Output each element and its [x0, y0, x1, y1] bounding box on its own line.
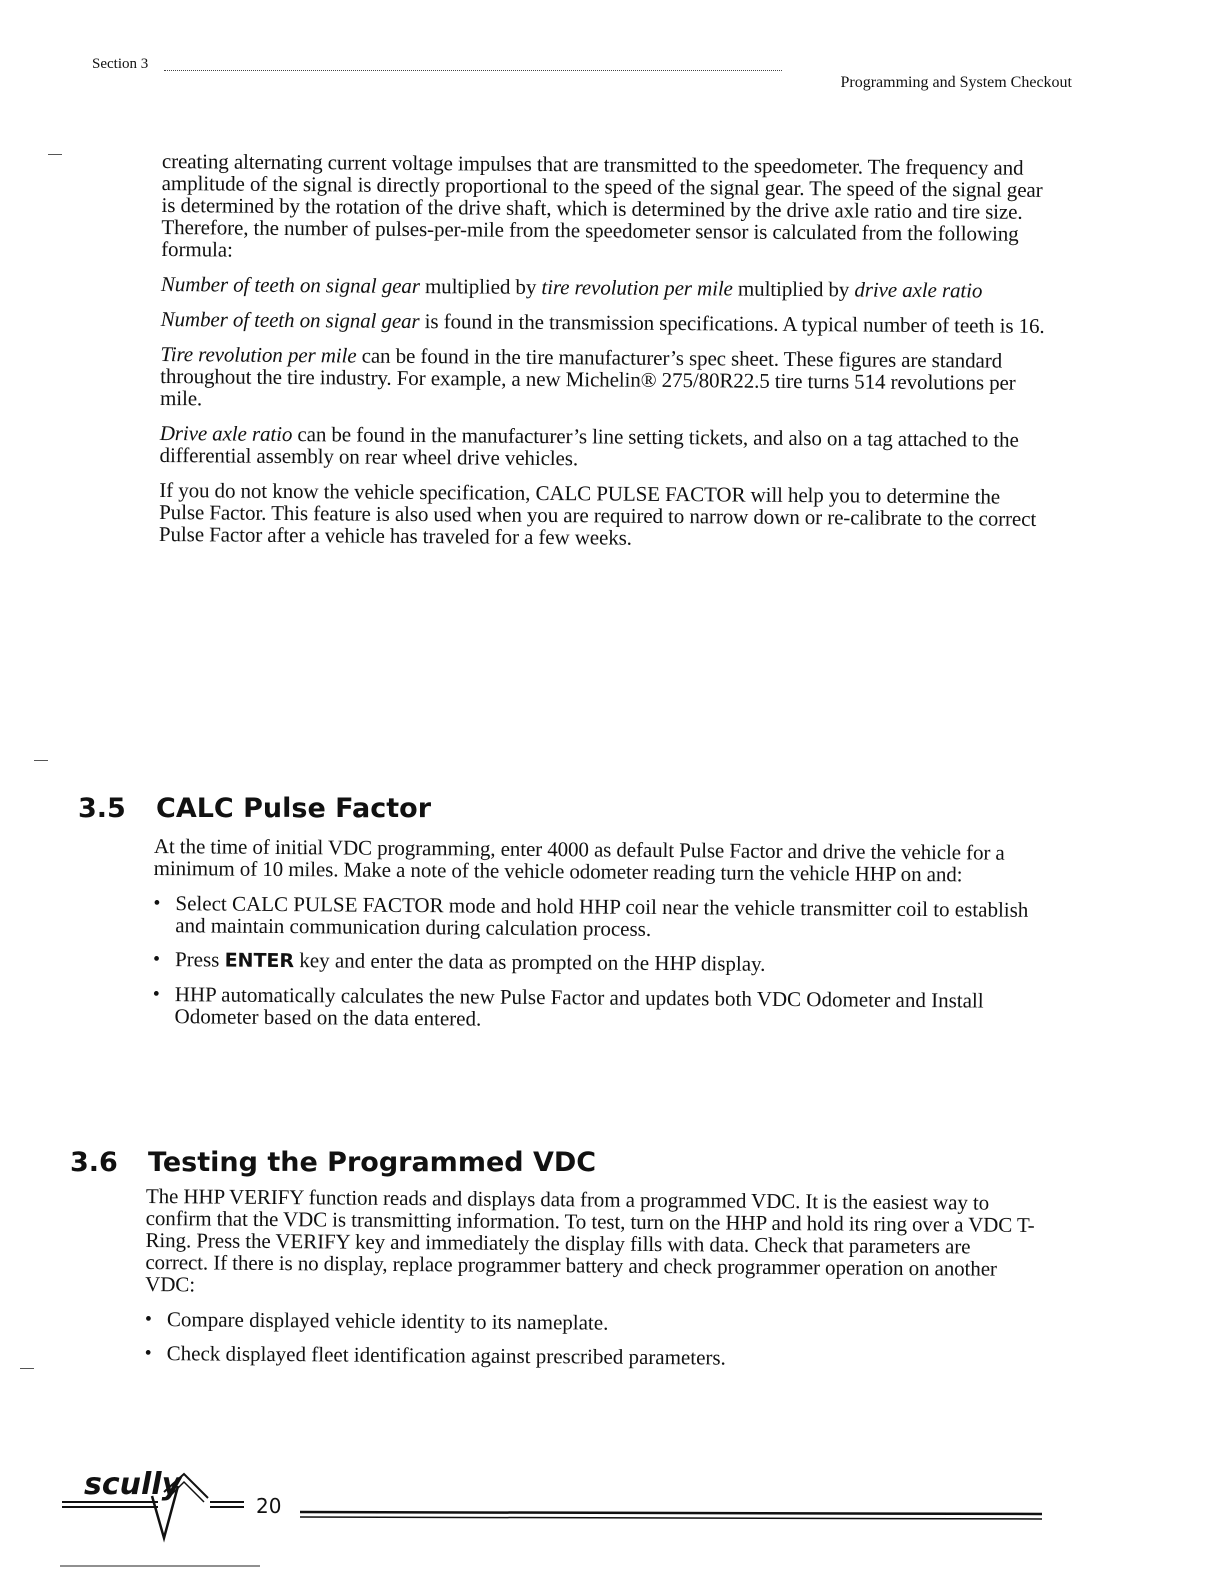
list-item-text: HHP automatically calculates the new Pulse Factor and updates both VDC Odometer and Install Odometer based on the data entered.	[174, 982, 984, 1031]
term-axle: Drive axle ratio	[159, 420, 293, 447]
section-number: 3.6	[70, 1147, 118, 1178]
list-item-text: key and enter the data as prompted on the HHP display.	[293, 948, 766, 976]
list-item	[152, 983, 1042, 1034]
margin-mark	[20, 1368, 34, 1369]
section-intro: At the time of initial VDC programming, enter 4000 as default Pulse Factor and drive the vehicle for a minimum of 10 miles. Make a note of the vehicle odometer reading turn the vehicle HHP on and:	[153, 834, 1005, 887]
section-heading-3-5	[78, 793, 431, 824]
section-intro: The HHP VERIFY function reads and displays data from a programmed VDC. It is the easiest way to confirm that the VDC is transmitting information. To test, turn on the HHP and hold its ring over a VDC T-Ring. Press the VERIFY key and immediately the display fills with data. Check that parameters are correct. If there is no display, replace programmer battery and check programmer operation on another VDC:	[145, 1184, 1035, 1297]
list-item-text: Select CALC PULSE FACTOR mode and hold HHP coil near the vehicle transmitter coil to establish and maintain communication during calculation process.	[175, 891, 1029, 941]
page-header	[92, 54, 1072, 94]
bullet-icon: •	[144, 1341, 152, 1365]
term-teeth: Number of teeth on signal gear	[160, 306, 420, 334]
formula-operator: multiplied by	[419, 274, 542, 299]
footer-rule-line	[300, 1512, 1042, 1514]
bullet-icon: •	[152, 947, 161, 971]
formula-term-axle: drive axle ratio	[854, 277, 983, 303]
logo-text: scully	[84, 1467, 182, 1502]
scully-logo	[60, 1462, 260, 1572]
paragraph-text: is found in the transmission specifications. A typical number of teeth is 16.	[419, 309, 1045, 338]
paragraph-axle	[160, 422, 1050, 473]
paragraph-teeth	[161, 308, 1051, 337]
list-item-text: Press	[174, 947, 225, 972]
footer-rule	[300, 1508, 1042, 1522]
bullet-icon: •	[153, 891, 161, 915]
bullet-list	[145, 1308, 1035, 1371]
section-title: Testing the Programmed VDC	[148, 1147, 597, 1178]
bullet-list	[152, 892, 1043, 1034]
margin-mark	[34, 760, 48, 761]
paragraph-formula	[161, 273, 1051, 302]
margin-mark	[48, 154, 62, 155]
paragraph-signal: creating alternating current voltage impulses that are transmitted to the speedometer. The frequency and amplitude of the signal is directly proportional to the speed of the signal gear. The speed of the signal gear is determined by the rotation of the drive shaft, which is determined by the drive axle ratio and tire size. Therefore, the number of pulses-per-mile from the speedometer sensor is calculated from the following formula:	[161, 149, 1043, 262]
list-item	[153, 948, 1043, 978]
footer-rule-line	[300, 1517, 1042, 1519]
bullet-icon: •	[152, 982, 160, 1006]
paragraph-text: can be found in the manufacturer’s line setting tickets, and also on a tag attached to the differential assembly on rear wheel drive vehicles.	[159, 422, 1019, 471]
section-3-6-body	[144, 1185, 1035, 1383]
enter-key-label: ENTER	[224, 949, 295, 973]
paragraph-calc-help: If you do not know the vehicle specification, CALC PULSE FACTOR will help you to determine the Pulse Factor. This feature is also used when you are required to narrow down or re-calibrate to the correct Pulse Factor after a vehicle has traveled for a few weeks.	[158, 477, 1037, 550]
header-section-label: Section 3	[92, 56, 149, 72]
header-leader-dots	[164, 54, 782, 71]
list-item-text: Check displayed fleet identification against prescribed parameters.	[166, 1341, 726, 1370]
section-number: 3.5	[78, 793, 126, 824]
section-heading-3-6	[70, 1147, 596, 1178]
list-item	[145, 1308, 1035, 1337]
term-tire: Tire revolution per mile	[160, 341, 357, 368]
section-title: CALC Pulse Factor	[156, 793, 432, 824]
intro-text-block	[159, 150, 1052, 565]
list-item-text: Compare displayed vehicle identity to its nameplate.	[166, 1307, 609, 1335]
header-title: Programming and System Checkout	[840, 74, 1072, 91]
list-item	[145, 1342, 1035, 1371]
list-item	[153, 892, 1043, 943]
paragraph-text: can be found in the tire manufacturer’s spec sheet. These figures are standard throughout the tire industry. For example, a new Michelin® 275/80R22.5 tire turns 514 revolutions per mile.	[159, 343, 1016, 411]
formula-operator: multiplied by	[732, 276, 855, 302]
page-number: 20	[256, 1494, 282, 1518]
bullet-icon: •	[144, 1307, 153, 1331]
paragraph-tire	[160, 343, 1050, 416]
formula-term-teeth: Number of teeth on signal gear	[160, 271, 420, 299]
section-3-5-body	[152, 835, 1044, 1046]
formula-term-tire-rev: tire revolution per mile	[541, 274, 733, 301]
